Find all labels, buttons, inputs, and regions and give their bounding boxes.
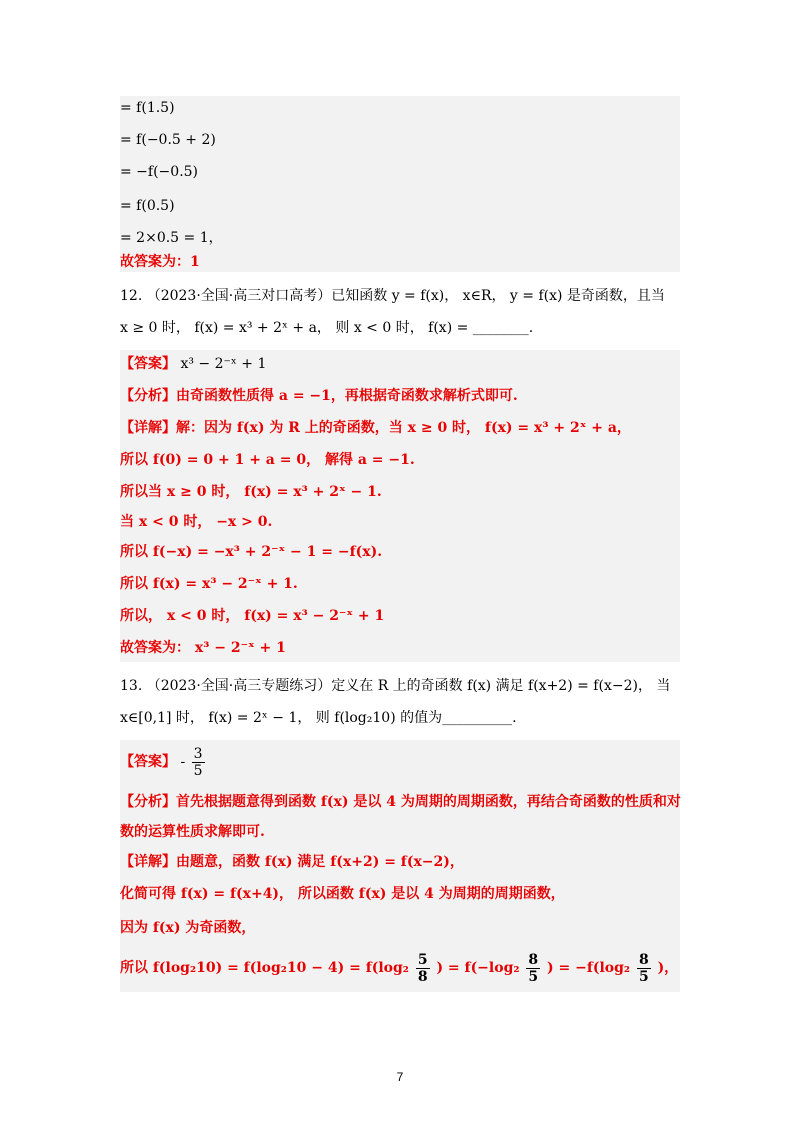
fraction-a-den: 8	[417, 968, 428, 985]
step-12-3: 当 x < 0 时， −x > 0.	[120, 514, 273, 530]
fraction-b-den: 5	[528, 968, 539, 985]
question-12-line-1: 12. （2023·全国·高三对口高考）已知函数 y = f(x)， x∈R， y = f(x) 是奇函数，且当	[120, 288, 665, 304]
step-13-3	[120, 950, 678, 986]
step-13-1: 化简可得 f(x) = f(x+4)， 所以函数 f(x) 是以 4 为周期的周期函数，	[120, 886, 565, 902]
step-12-6: 所以， x < 0 时， f(x) = x³ − 2⁻ˣ + 1	[120, 608, 385, 624]
analysis-12: 【分析】由奇函数性质得 a = −1，再根据奇函数求解析式即可.	[120, 388, 518, 404]
fraction-c-num: 8	[638, 951, 649, 968]
fraction-a-num: 5	[417, 951, 428, 968]
question-13-line-1: 13. （2023·全国·高三专题练习）定义在 R 上的奇函数 f(x) 满足 f(x+2) = f(x−2)， 当	[120, 678, 671, 694]
step-13-2: 因为 f(x) 为奇函数，	[120, 920, 256, 936]
answer-13	[120, 744, 207, 780]
step-12-2: 所以当 x ≥ 0 时， f(x) = x³ + 2ˣ − 1.	[120, 484, 382, 500]
fraction-c	[637, 952, 651, 985]
analysis-13-line-2: 数的运算性质求解即可.	[120, 824, 265, 840]
fraction-b-num: 8	[528, 951, 539, 968]
step-13-3-end: )，	[657, 960, 679, 976]
prev-step-1: = f(1.5)	[120, 100, 175, 116]
answer-label: 【答案】	[120, 754, 176, 770]
answer-12	[120, 354, 266, 374]
final-answer-12: 故答案为： x³ − 2⁻ˣ + 1	[120, 640, 286, 656]
prev-step-3: = −f(−0.5)	[120, 164, 199, 180]
fraction-b	[526, 952, 540, 985]
question-12-line-2: x ≥ 0 时， f(x) = x³ + 2ˣ + a， 则 x < 0 时， f(x) = ________.	[120, 320, 534, 336]
answer-numerator: 3	[193, 745, 203, 762]
analysis-13-line-1: 【分析】首先根据题意得到函数 f(x) 是以 4 为周期的周期函数，再结合奇函数的性质和对	[120, 794, 681, 810]
prev-step-5: = 2×0.5 = 1，	[120, 230, 223, 246]
question-13-line-2: x∈[0,1] 时， f(x) = 2ˣ − 1， 则 f(log₂10) 的值为__________.	[120, 710, 517, 726]
page-number: 7	[396, 1070, 404, 1084]
detail-13: 【详解】由题意，函数 f(x) 满足 f(x+2) = f(x−2)，	[120, 854, 464, 870]
step-13-3-mid2: ) = −f(log₂	[547, 960, 631, 976]
prev-step-4: = f(0.5)	[120, 198, 175, 214]
step-12-1: 所以 f(0) = 0 + 1 + a = 0， 解得 a = −1.	[120, 452, 415, 468]
step-13-3-prefix: 所以 f(log₂10) = f(log₂10 − 4) = f(log₂	[120, 960, 409, 976]
answer-label: 【答案】	[120, 356, 176, 372]
fraction-c-den: 5	[638, 968, 649, 985]
answer-sign: -	[180, 754, 186, 770]
prev-final-answer: 故答案为：1	[120, 254, 200, 270]
answer-fraction	[192, 746, 205, 779]
answer-value: x³ − 2⁻ˣ + 1	[180, 356, 267, 372]
step-12-5: 所以 f(x) = x³ − 2⁻ˣ + 1.	[120, 576, 298, 592]
fraction-a	[416, 952, 430, 985]
prev-step-2: = f(−0.5 + 2)	[120, 132, 216, 148]
answer-denominator: 5	[193, 762, 203, 779]
detail-12: 【详解】解：因为 f(x) 为 R 上的奇函数，当 x ≥ 0 时， f(x) = x³ + 2ˣ + a，	[120, 420, 631, 436]
step-13-3-mid: ) = f(−log₂	[436, 960, 520, 976]
step-12-4: 所以 f(−x) = −x³ + 2⁻ˣ − 1 = −f(x).	[120, 544, 383, 560]
